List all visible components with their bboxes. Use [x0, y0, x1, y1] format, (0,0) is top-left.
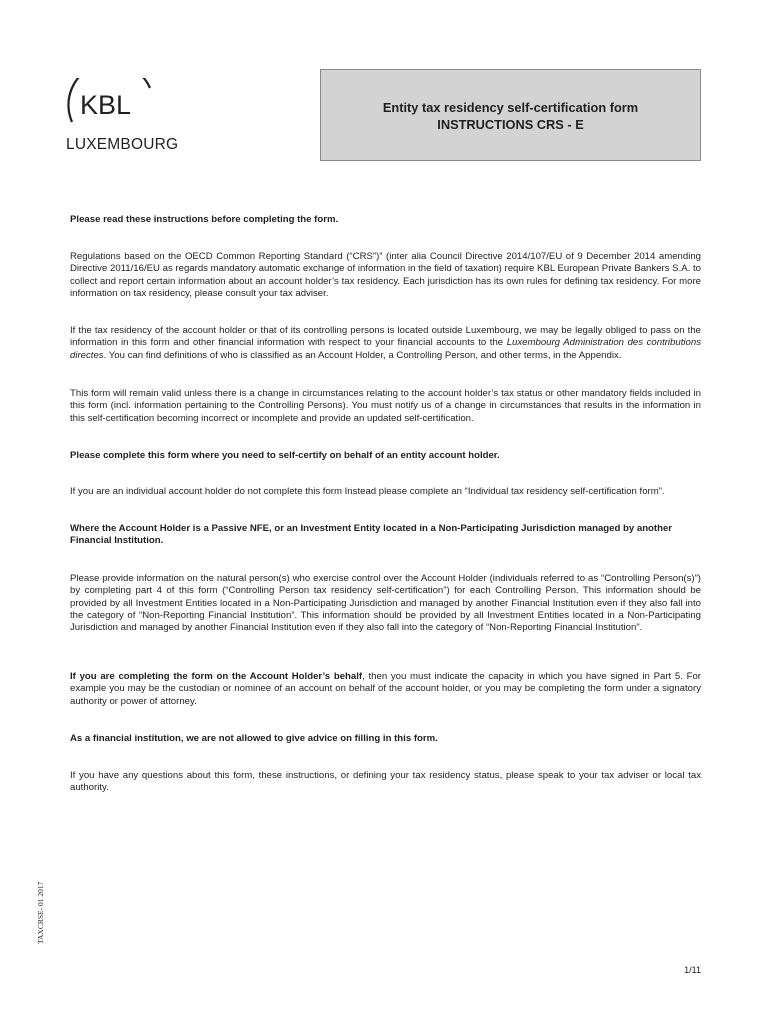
- intro-heading: Please read these instructions before completing the form.: [70, 214, 339, 225]
- paragraph-crs-regulations: Regulations based on the OECD Common Reporting Standard (“CRS”)” (inter alia Council Directive 2014/107/EU of 9 December 2014 amending Directive 2011/16/EU as regards mandatory automatic exchange of information in the field of taxation) require KBL European Private Bankers S.A. to collect and report certain information about an account holder’s tax residency. Each jurisdiction has its own rules for defining tax residency. For more information on tax residency, please consult your tax adviser.: [70, 251, 701, 299]
- heading-passive-nfe: Where the Account Holder is a Passive NFE, or an Investment Entity located in a Non-Participating Jurisdiction managed by another Financial Institution.: [70, 523, 673, 547]
- paragraph-form-validity: This form will remain valid unless there is a change in circumstances relating to the account holder’s tax status or other mandatory fields included in this form (incl. information pertaining to the Controlling Persons). You must notify us of a change in circumstances that results in the information in this self-certification becoming incorrect or incomplete and provide an updated self-certification.: [70, 388, 701, 424]
- paragraph-on-behalf-rest: , then you must indicate the capacity in which you have signed in Part 5. For example you may be the custodian or nominee of an account on behalf of the account holder, or you may be completing the form under a signatory authority or power of attorney.: [70, 671, 701, 707]
- form-subtitle: INSTRUCTIONS CRS - E: [437, 117, 584, 132]
- paragraph-tax-residency-start: If the tax residency of the account holder or that of its controlling persons is located outside Luxembourg, we may be legally obliged to pass on the information in this form and other financial information with respect to your financial accounts to the: [70, 325, 701, 349]
- logo-wordmark: KBL: [80, 90, 132, 120]
- paragraph-individual-holder: If you are an individual account holder do not complete this form Instead please complete an “Individual tax residency self-certification form”.: [70, 486, 665, 497]
- heading-no-advice: As a financial institution, we are not allowed to give advice on filling in this form.: [70, 733, 438, 744]
- form-title-box: [320, 69, 701, 161]
- kbl-logo-mark: [66, 78, 182, 134]
- form-code: TAXCRSE- 01 2017: [36, 881, 45, 944]
- paragraph-on-behalf-bold: If you are completing the form on the Account Holder’s behalf: [70, 671, 363, 682]
- paragraph-on-behalf: [70, 671, 701, 708]
- heading-entity-account-holder: Please complete this form where you need to self-certify on behalf of an entity account holder.: [70, 450, 500, 461]
- paragraph-tax-residency: [70, 325, 701, 362]
- form-title: Entity tax residency self-certification form: [382, 100, 639, 115]
- paragraph-tax-residency-end: . You can find definitions of who is classified as an Account Holder, a Controlling Person, and other terms, in the Appendix.: [103, 349, 622, 361]
- kbl-logo: [66, 78, 182, 156]
- logo-subtext: LUXEMBOURG: [66, 136, 179, 153]
- paragraph-tax-residency-italic: Luxembourg Administration des contributions directes: [70, 337, 701, 361]
- paragraph-controlling-persons: Please provide information on the natural person(s) who exercise control over the Account Holder (individuals referred to as “Controlling Person(s)”) by completing part 4 of this form (“Controlling Person tax residency self-certification”) for each Controlling Person. This information should be provided by all Investment Entities located in a Non-Participating Jurisdiction and managed by another Financial Institution even if they also fall into the category of “Non-Reporting Financial Institution”. This information should be provided by all Investment Entities located in a Non-Participating Jurisdiction and managed by another Financial Institution even if they also fall into the category of “Non-Reporting Financial Institution”.: [70, 573, 701, 634]
- page-number: 1/11: [684, 965, 701, 975]
- paragraph-questions: If you have any questions about this form, these instructions, or defining your tax residency status, please speak to your tax adviser or local tax authority.: [70, 770, 701, 794]
